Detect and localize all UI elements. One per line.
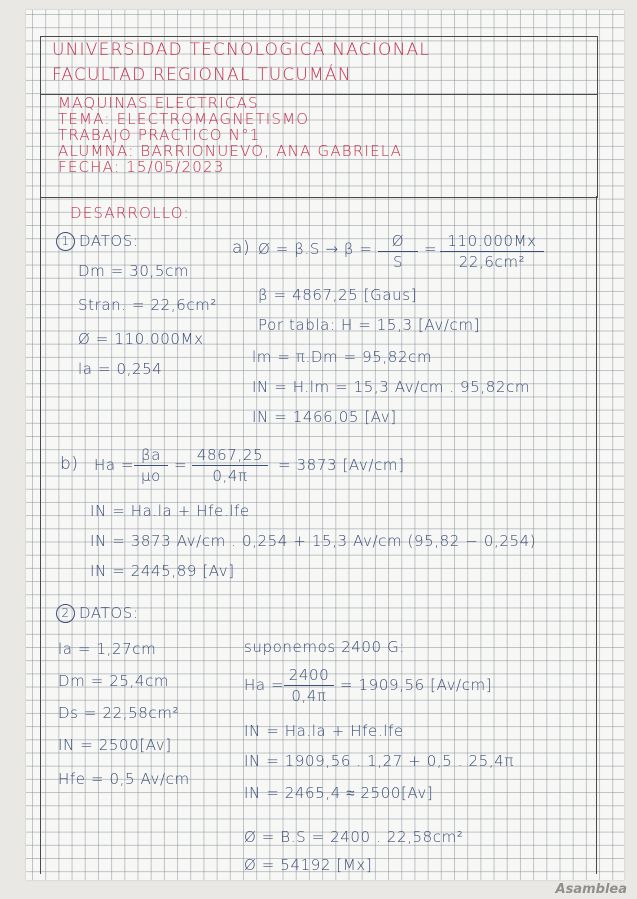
fraction-denominator: 0,4π xyxy=(212,467,248,485)
problem-number-badge: 2 xyxy=(56,604,75,623)
p1-a-line-3: lm = π.Dm = 95,82cm xyxy=(252,348,433,366)
p2-line-1: IN = Ha.la + Hfe.lfe xyxy=(244,722,404,740)
fraction-bar xyxy=(440,251,544,252)
course-title: MAQUINAS ELECTRICAS xyxy=(58,94,259,112)
data-label: DATOS: xyxy=(79,232,139,250)
fraction-b-values xyxy=(192,446,268,485)
fraction-ha xyxy=(284,666,334,705)
problem-number-badge: 1 xyxy=(56,232,75,251)
fraction-bar xyxy=(134,465,168,466)
fraction-numerator: 2400 xyxy=(288,666,330,684)
section-title: DESARROLLO: xyxy=(70,204,190,222)
fraction-flux-values xyxy=(440,232,544,271)
fraction-denominator: μo xyxy=(141,467,161,485)
university-name: UNIVERSIDAD TECNOLOGICA NACIONAL xyxy=(52,40,431,60)
data-label: DATOS: xyxy=(79,604,139,622)
p2-line-5: Ø = 54192 [Mx] xyxy=(244,856,373,874)
p2-line-3: IN = 2465,4 ≈ 2500[Av] xyxy=(244,784,434,802)
fraction-numerator: Ø xyxy=(391,232,405,250)
p1-b-line-1: IN = Ha.la + Hfe.lfe xyxy=(90,502,250,520)
part-b-rhs: = 3873 [Av/cm] xyxy=(278,456,405,474)
fraction-denominator: S xyxy=(392,253,404,271)
right-margin-line xyxy=(596,196,597,874)
p1-a-line-2: Por tabla: H = 15,3 [Av/cm] xyxy=(258,316,481,334)
p1-data-dm: Dm = 30,5cm xyxy=(78,262,190,280)
notebook-page xyxy=(26,10,624,880)
left-margin-line xyxy=(40,196,41,874)
watermark-logo: Asamblea xyxy=(555,882,627,897)
p1-a-line-1: β = 4867,25 [Gaus] xyxy=(258,286,418,304)
part-b-label: b) xyxy=(60,454,79,474)
faculty-name: FACULTAD REGIONAL TUCUMÁN xyxy=(52,65,352,85)
p2-line-4: Ø = B.S = 2400 . 22,58cm² xyxy=(244,828,464,846)
equals-sign: = xyxy=(424,240,438,258)
part-b-lhs: Ha = xyxy=(94,456,135,474)
part-a-equation: Ø = β.S → β = xyxy=(258,240,373,258)
p2-data-hfe: Hfe = 0,5 Av/cm xyxy=(58,770,190,788)
fraction-bar xyxy=(284,685,334,686)
p1-data-flux: Ø = 110.000Mx xyxy=(78,330,204,348)
fraction-denominator: 22,6cm² xyxy=(458,253,526,271)
fraction-numerator: βa xyxy=(141,446,161,464)
p1-b-line-2: IN = 3873 Av/cm . 0,254 + 15,3 Av/cm (95,82 − 0,254) xyxy=(90,532,537,550)
p2-assumption: suponemos 2400 G: xyxy=(244,638,405,656)
p1-a-line-4: IN = H.lm = 15,3 Av/cm . 95,82cm xyxy=(252,378,531,396)
p1-data-section: Stran. = 22,6cm² xyxy=(78,296,218,314)
fraction-bar xyxy=(192,465,268,466)
p2-ha-lhs: Ha = xyxy=(244,676,285,694)
assignment-line: TRABAJO PRACTICO N°1 xyxy=(58,126,261,144)
p2-ha-rhs: = 1909,56 [Av/cm] xyxy=(340,676,493,694)
student-line: ALUMNA: BARRIONUEVO, ANA GABRIELA xyxy=(58,142,403,160)
p2-data-in: IN = 2500[Av] xyxy=(58,736,172,754)
fraction-b-over-mu xyxy=(134,446,168,485)
p1-b-line-3: IN = 2445,89 [Av] xyxy=(90,562,235,580)
p2-data-la: la = 1,27cm xyxy=(58,640,157,658)
problem-1-heading xyxy=(56,232,139,251)
p2-data-ds: Ds = 22,58cm² xyxy=(58,704,180,722)
p2-line-2: IN = 1909,56 . 1,27 + 0,5 . 25,4π xyxy=(244,752,514,770)
fraction-denominator: 0,4π xyxy=(291,687,327,705)
date-line: FECHA: 15/05/2023 xyxy=(58,158,225,176)
problem-2-heading xyxy=(56,604,139,623)
topic-line: TEMA: ELECTROMAGNETISMO xyxy=(58,110,310,128)
p1-data-la: la = 0,254 xyxy=(78,360,163,378)
fraction-bar xyxy=(378,251,418,252)
equals-sign: = xyxy=(174,456,188,474)
p2-data-dm: Dm = 25,4cm xyxy=(58,672,170,690)
part-a-label: a) xyxy=(232,238,251,258)
p1-a-line-5: IN = 1466,05 [Av] xyxy=(252,408,397,426)
fraction-phi-over-s xyxy=(378,232,418,271)
fraction-numerator: 4867,25 xyxy=(196,446,264,464)
fraction-numerator: 110.000Mx xyxy=(447,232,537,250)
